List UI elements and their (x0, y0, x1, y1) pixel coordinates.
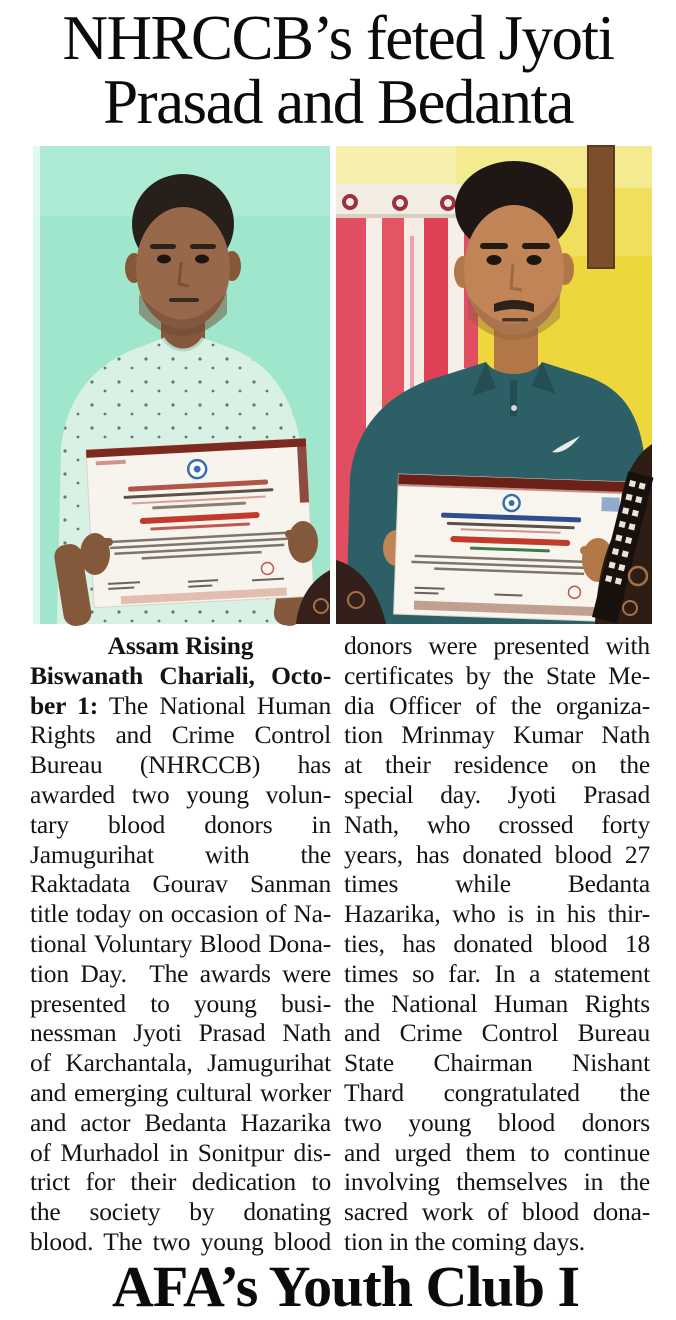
eye-left (487, 255, 502, 265)
mouth (169, 298, 199, 302)
article-line: years, has donated blood 27 (344, 839, 650, 869)
article-line: the National Human Rights (344, 988, 650, 1018)
article-line: title today on occasion of Na- (30, 899, 331, 929)
article-line: Thard congratulated the (344, 1077, 650, 1107)
photo-edge (33, 146, 40, 624)
eyebrow-right (190, 244, 216, 249)
article-line: and urged them to continue (344, 1137, 650, 1167)
article-line: trict for their dedication to (30, 1167, 331, 1197)
article-line: tary blood donors in (30, 809, 331, 839)
article-line: involving themselves in the (344, 1167, 650, 1197)
article-line: tion Mrinmay Kumar Nath (344, 720, 650, 750)
headline-line-1: NHRCCB’s feted Jyoti (62, 3, 614, 73)
article-line: presented to young busi- (30, 988, 331, 1018)
eyebrow-right (522, 243, 550, 249)
article-line: blood. The two young blood (30, 1226, 331, 1256)
eye-left (157, 255, 171, 264)
article-line: Assam Rising (107, 631, 254, 660)
article-line: Nath, who crossed forty (344, 809, 650, 839)
article-line: at their residence on the (344, 750, 650, 780)
article-line: Rights and Crime Control (30, 720, 331, 750)
fingers-left (91, 538, 113, 546)
article-line: and actor Bedanta Hazarika (30, 1107, 331, 1137)
article-headline (0, 3, 676, 137)
eye-right (527, 255, 542, 265)
article-column-left (30, 631, 331, 1259)
eyebrow-left (150, 244, 176, 249)
photo-right-bedanta-hazarika (336, 146, 652, 624)
cert-corner-seal (601, 497, 619, 512)
article-line: sacred work of blood dona- (344, 1197, 650, 1227)
mouth (502, 318, 528, 322)
article-line: and Crime Control Bureau (344, 1018, 650, 1048)
article-line: tional Voluntary Blood Dona- (30, 928, 331, 958)
article-line: times so far. In a statement (344, 958, 650, 988)
next-article-partial-headline (0, 1254, 676, 1319)
partial-headline-text: AFA’s Youth Club I (112, 1254, 580, 1319)
photo-left-jyoti-prasad (33, 146, 330, 624)
article-line: awarded two young volun- (30, 779, 331, 809)
article-line: of Murhadol in Sonitpur dis- (30, 1137, 331, 1167)
certificate-left (86, 438, 314, 607)
article-line: Bureau (NHRCCB) has (30, 750, 331, 780)
headline-line-2: Prasad and Bedanta (103, 67, 573, 137)
article-line: Jamugurihat with the (30, 839, 331, 869)
article-line: tion Day. The awards were (30, 958, 331, 988)
article-line: Biswanath Chariali, Octo- (30, 660, 331, 690)
article-line: of Karchantala, Jamugurihat (30, 1048, 331, 1078)
article-line: Hazarika, who is in his thir- (344, 899, 650, 929)
article-line: special day. Jyoti Prasad (344, 779, 650, 809)
article-line: times while Bedanta (344, 869, 650, 899)
hand-right (288, 521, 318, 563)
eyebrow-left (480, 243, 508, 249)
article-line: tion in the coming days. (344, 1226, 585, 1256)
article-line: nessman Jyoti Prasad Nath (30, 1018, 331, 1048)
article-line: ties, has donated blood 18 (344, 928, 650, 958)
fingers-right (285, 530, 309, 538)
article-line: donors were presented with (344, 631, 650, 660)
fingers-right (580, 546, 606, 555)
eye-right (195, 255, 209, 264)
article-line: two young blood donors (344, 1107, 650, 1137)
article-line: dia Officer of the organiza- (344, 690, 650, 720)
article-line: the society by donating (30, 1197, 331, 1227)
article-line: ber 1: The National Human (30, 690, 331, 720)
article-line: Raktadata Gourav Sanman (30, 869, 331, 899)
article-line: and emerging cultural worker (30, 1077, 331, 1107)
article-line: certificates by the State Me- (344, 660, 650, 690)
article-column-right (344, 631, 650, 1259)
article-line: State Chairman Nishant (344, 1048, 650, 1078)
door-frame (588, 146, 614, 268)
button (511, 405, 517, 411)
